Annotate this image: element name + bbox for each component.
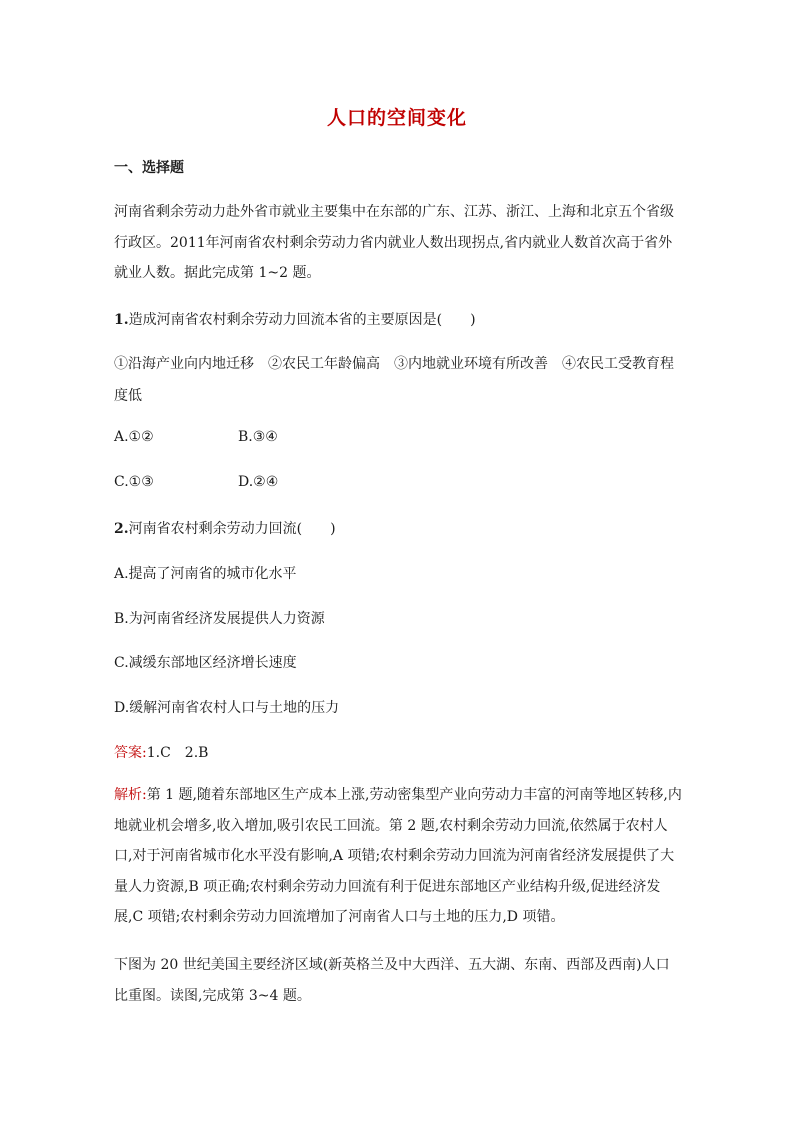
question-1-choices: ①沿海产业向内地迁移 ②农民工年龄偏高 ③内地就业环境有所改善 ④农民工受教育程: [114, 356, 674, 372]
intro-paragraph-2: 下图为 20 世纪美国主要经济区域(新英格兰及中大西洋、五大湖、东南、西部及西南)人口比重图。读图,完成第 3~4 题。: [114, 957, 670, 1004]
question-1-option-b: B.③④: [238, 429, 278, 445]
analysis-label: 解析:: [114, 787, 147, 803]
page-title: 人口的空间变化: [326, 107, 467, 129]
intro-paragraph: 河南省剩余劳动力赴外省市就业主要集中在东部的广东、江苏、浙江、上海和北京五个省级行政区。2011年河南省农村剩余劳动力省内就业人数出现拐点,省内就业人数首次高于省外就业人数。据此完成第 1~2 题。: [114, 204, 674, 281]
question-1: [114, 309, 476, 329]
question-2-option-c: C.减缓东部地区经济增长速度: [114, 655, 297, 671]
question-2-option-b: B.为河南省经济发展提供人力资源: [114, 611, 325, 627]
question-1-option-d: D.②④: [238, 474, 279, 490]
section-heading: 一、选择题: [114, 160, 184, 176]
question-1-stem: 造成河南省农村剩余劳动力回流本省的主要原因是( ): [128, 312, 476, 328]
question-2: [114, 518, 336, 538]
answer-label: 答案:: [114, 745, 147, 761]
question-1-choices-cont: 度低: [114, 388, 142, 404]
question-1-option-c: C.①③: [114, 474, 154, 490]
question-2-number: 2.: [114, 521, 129, 537]
answer-text: 1.C 2.B: [146, 745, 209, 761]
question-2-option-a: A.提高了河南省的城市化水平: [114, 566, 297, 582]
question-1-option-a: A.①②: [114, 429, 154, 445]
question-2-option-d: D.缓解河南省农村人口与土地的压力: [114, 700, 340, 716]
analysis-paragraph: [114, 780, 682, 933]
question-2-stem: 河南省农村剩余劳动力回流( ): [128, 521, 336, 537]
analysis-text: 第 1 题,随着东部地区生产成本上涨,劳动密集型产业向劳动力丰富的河南等地区转移,内地就业机会增多,收入增加,吸引农民工回流。第 2 题,农村剩余劳动力回流,依然属于农村人口,对于河南省城市化水平没有影响,A 项错;农村剩余劳动力回流为河南省经济发展提供了大量人力资源,B 项正确;农村剩余劳动力回流有利于促进东部地区产业结构升级,促进经济发展,C 项错;农村剩余劳动力回流增加了河南省人口与土地的压力,D 项错。: [114, 787, 682, 925]
answer-line: [114, 742, 208, 762]
question-1-number: 1.: [114, 312, 129, 328]
